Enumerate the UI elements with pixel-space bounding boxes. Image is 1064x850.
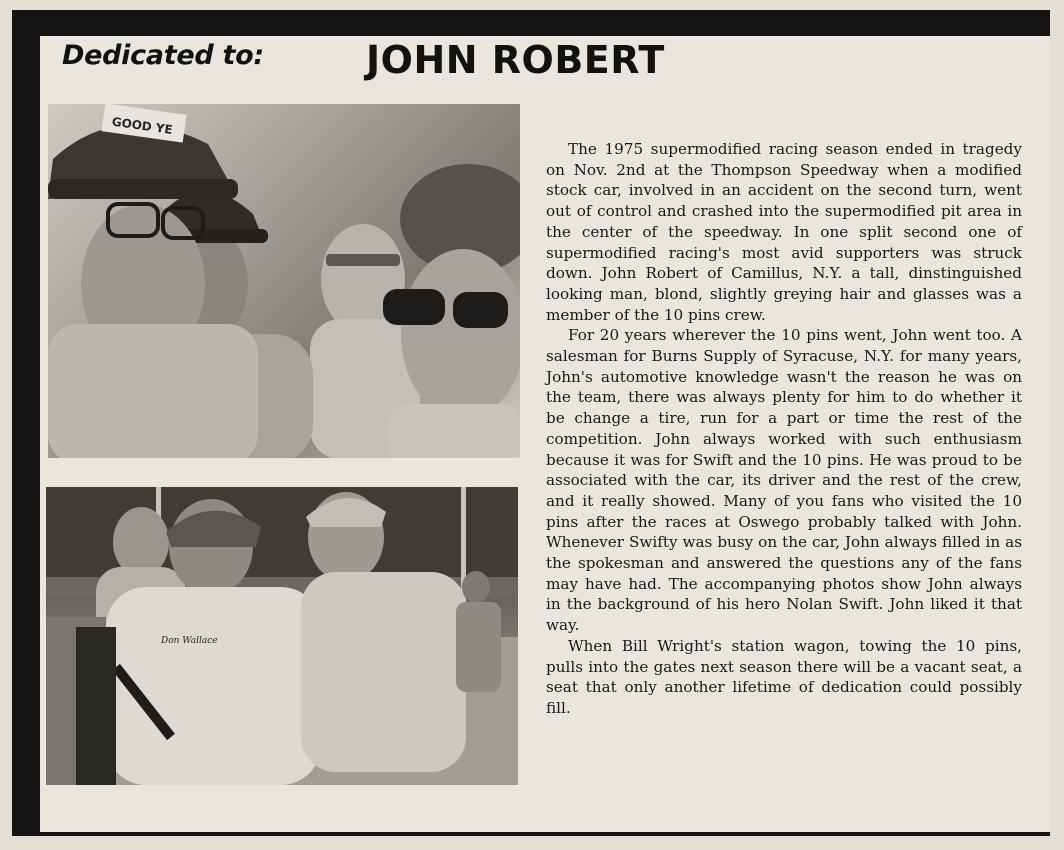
jacket-name-text: Don Wallace: [161, 636, 218, 646]
photo-crew-at-track: [46, 487, 518, 785]
article-paragraph-2: For 20 years wherever the 10 pins went, John went too. A salesman for Burns Supply of Syracuse, N.Y. for many years, John's automotive knowledge wasn't the reason he was on the team, there was always plenty for him to do whether it be change a tire, run for a part or time the rest of the competition. John always worked with such enthusiasm because it was for Swift and the 10 pins. He was proud to be associated with the car, its driver and the rest of the crew, and it really showed. Many of you fans who visited the 10 pins after the races at Oswego probably talked with John. Whenever Swifty was busy on the car, John always filled in as the spokesman and answered the questions any of the fans may have had. The accompanying photos show John always in the background of his hero Nolan Swift. John liked it that way.: [546, 326, 1022, 635]
article-paragraph-3: When Bill Wright's station wagon, towing the 10 pins, pulls into the gates next season there will be a vacant seat, a seat that only another lifetime of dedication could possibly fill.: [546, 636, 1022, 717]
dedicated-label: Dedicated to:: [62, 40, 264, 71]
article-paragraph-1: The 1975 supermodified racing season ended in tragedy on Nov. 2nd at the Thompson Speedway when a modified stock car, involved in an accident on the second turn, went out of control and crashed into the supermodified pit area in the center of the speedway. In one split second one of supermodified racing's most avid supporters was struck down. John Robert of Camillus, N.Y. a tall, dinstinguished looking man, blond, slightly greying hair and glasses was a member of the 10 pins crew.: [546, 140, 1022, 324]
goodyear-cap-text: GOOD YE: [110, 114, 174, 137]
photo-crew-portrait-illustration: [48, 104, 520, 458]
honoree-name: JOHN ROBERT: [366, 38, 665, 82]
article-body: [546, 139, 1022, 719]
photo-crew-portrait: [48, 104, 520, 458]
photo-crew-at-track-illustration: [46, 487, 518, 785]
